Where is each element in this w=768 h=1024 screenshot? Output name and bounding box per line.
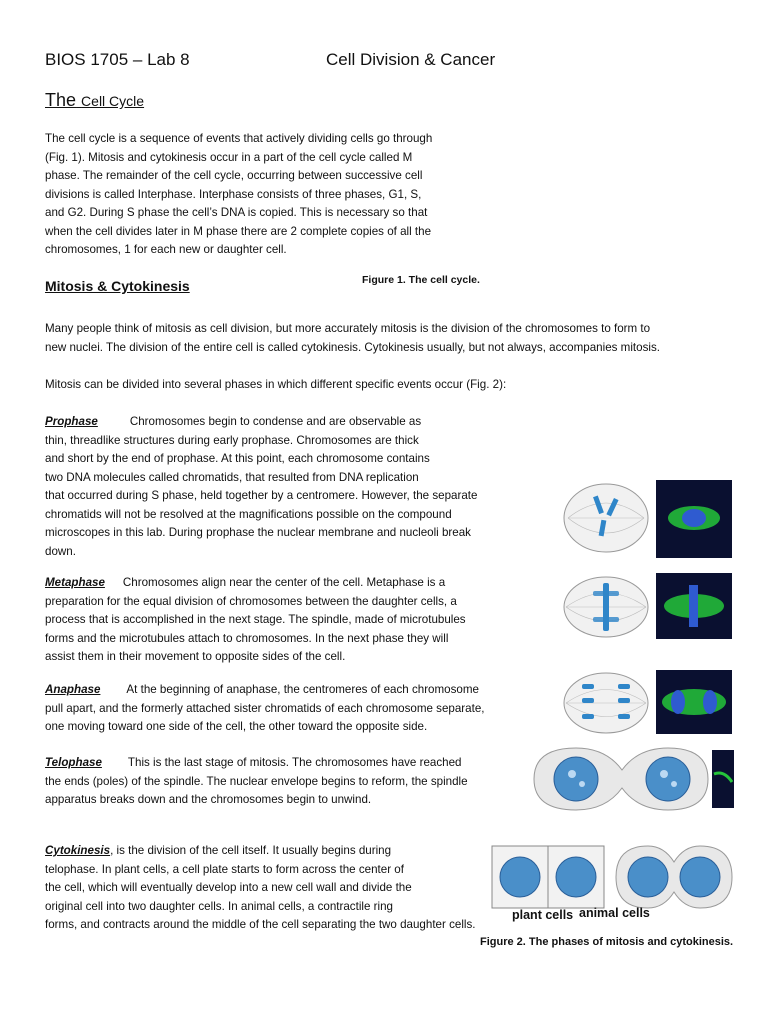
anaphase-line: pull apart, and the formerly attached sister chromatids of each chromosome separate,: [45, 701, 485, 715]
cytokinesis-line: forms, and contracts around the middle of the cell separating the two daughter cells.: [45, 918, 476, 931]
figure1-caption: Figure 1. The cell cycle.: [362, 274, 480, 286]
lab-topic: Cell Division & Cancer: [326, 50, 496, 69]
intro-line: new nuclei. The division of the entire cell is called cytokinesis. Cytokinesis usually, but not always, accompanies mitosis.: [45, 340, 660, 354]
metaphase-line: process that is accomplished in the next stage. The spindle, made of microtubules: [45, 613, 466, 626]
prophase-line: Chromosomes begin to condense and are observable as: [129, 415, 422, 428]
anaphase-heading: Anaphase: [45, 683, 101, 696]
anaphase-illustration: [560, 670, 736, 736]
metaphase-line: assist them in their movement to opposite sides of the cell.: [45, 650, 346, 663]
anaphase-line: one moving toward one side of the cell, the other toward the opposite side.: [45, 720, 428, 733]
prophase-line: and short by the end of prophase. At this point, each chromosome contains: [45, 452, 430, 465]
cytokinesis-illustration: [488, 842, 736, 912]
prophase-line: down.: [45, 544, 76, 558]
telophase-heading: Telophase: [45, 756, 102, 769]
telophase-illustration: [528, 744, 736, 814]
cell-cycle-line: phase. The remainder of the cell cycle, occurring between successive cell: [45, 169, 423, 182]
plant-cells-label: plant cells: [512, 908, 574, 922]
prophase-line: two DNA molecules called chromatids, that resulted from DNA replication: [45, 470, 419, 484]
prophase-illustration: [560, 478, 736, 560]
metaphase-heading: Metaphase: [45, 576, 105, 589]
title-the: The: [45, 90, 77, 110]
cell-cycle-line: divisions is called Interphase. Interphase consists of three phases, G1, S,: [45, 187, 422, 201]
metaphase-line: preparation for the equal division of chromosomes between the daughter cells, a: [45, 594, 457, 608]
prophase-line: chromatids will not be resolved at the magnifications possible on the compound: [45, 507, 452, 521]
cell-cycle-paragraph: [45, 130, 475, 260]
mitosis-intro-phases: Mitosis can be divided into several phases in which different specific events occur (Fig. 2):: [45, 378, 507, 391]
cell-cycle-line: chromosomes, 1 for each new or daughter cell.: [45, 243, 287, 256]
telophase-line: apparatus breaks down and the chromosomes begin to unwind.: [45, 793, 372, 806]
telophase-line: the ends (poles) of the spindle. The nuclear envelope begins to reform, the spindle: [45, 774, 468, 788]
prophase-line: thin, threadlike structures during early prophase. Chromosomes are thick: [45, 433, 419, 447]
prophase-line: that occurred during S phase, held together by a centromere. However, the separate: [45, 489, 478, 502]
cytokinesis-line: original cell into two daughter cells. In animal cells, a contractile ring: [45, 899, 393, 913]
anaphase-paragraph: [45, 681, 550, 737]
cell-cycle-line: and G2. During S phase the cell’s DNA is copied. This is necessary so that: [45, 206, 428, 219]
mitosis-intro: [45, 320, 745, 357]
figure2-caption: Figure 2. The phases of mitosis and cytokinesis.: [480, 936, 734, 948]
cytokinesis-paragraph: [45, 842, 515, 935]
metaphase-line: forms and the microtubules attach to chromosomes. In the next phase they will: [45, 631, 449, 645]
title-cell-cycle: Cell Cycle: [81, 93, 145, 109]
metaphase-illustration: [560, 573, 736, 641]
prophase-line: microscopes in this lab. During prophase the nuclear membrane and nucleoli break: [45, 526, 471, 539]
cytokinesis-line: telophase. In plant cells, a cell plate starts to form across the center of: [45, 862, 404, 876]
course-title: BIOS 1705 – Lab 8: [45, 50, 190, 69]
telophase-paragraph: [45, 754, 525, 810]
cytokinesis-line: the cell, which will eventually develop into a new cell wall and divide the: [45, 881, 412, 894]
cell-cycle-line: The cell cycle is a sequence of events that actively dividing cells go through: [45, 132, 433, 145]
metaphase-paragraph: [45, 574, 545, 667]
cell-cycle-line: (Fig. 1). Mitosis and cytokinesis occur in a part of the cell cycle called M: [45, 150, 413, 164]
cell-cycle-line: when the cell divides later in M phase there are 2 complete copies of all the: [45, 224, 432, 238]
prophase-paragraph: [45, 413, 545, 561]
metaphase-line: Chromosomes align near the center of the cell. Metaphase is a: [122, 576, 446, 589]
intro-line: Many people think of mitosis as cell division, but more accurately mitosis is the division of the chromosomes to form to: [45, 322, 651, 335]
prophase-heading: Prophase: [45, 415, 98, 428]
section-title-cell-cycle: [45, 90, 144, 111]
anaphase-line: At the beginning of anaphase, the centromeres of each chromosome: [126, 683, 479, 696]
cytokinesis-line: , is the division of the cell itself. It usually begins during: [110, 844, 392, 857]
animal-cells-label: animal cells: [579, 906, 650, 920]
telophase-line: This is the last stage of mitosis. The chromosomes have reached: [127, 756, 462, 769]
section-title-mitosis: Mitosis & Cytokinesis: [45, 278, 190, 294]
cytokinesis-heading: Cytokinesis: [45, 844, 111, 857]
